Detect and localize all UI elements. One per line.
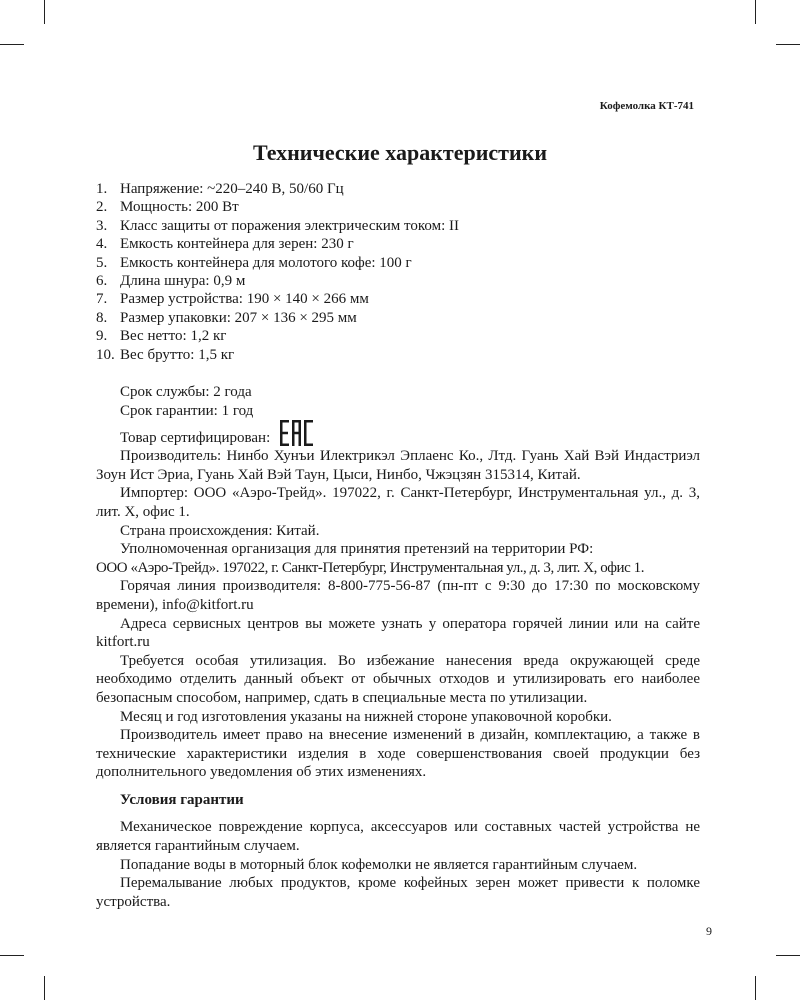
authorized-organization-address: ООО «Аэро-Трейд». 197022, г. Санкт-Петербург, Инструментальная ул., д. 3, лит. Х, офис 1. (96, 559, 644, 576)
spec-item (96, 346, 459, 364)
spec-number: 4. (96, 236, 108, 253)
spec-number: 8. (96, 309, 108, 326)
spec-number: 9. (96, 328, 108, 345)
eac-mark-icon (280, 420, 314, 446)
crop-mark (755, 976, 756, 1000)
page-title: Технические характеристики (252, 140, 548, 165)
product-info (96, 383, 700, 911)
crop-mark (0, 955, 24, 956)
country-of-origin: Страна происхождения: Китай. (120, 522, 320, 539)
spec-item (96, 235, 459, 253)
spec-item (96, 180, 459, 198)
running-header: Кофемолка КТ-741 (599, 100, 694, 112)
certification-row (96, 420, 700, 447)
crop-mark (776, 44, 800, 45)
manufacture-date-note: Месяц и год изготовления указаны на нижней стороне упаковочной коробки. (120, 708, 612, 725)
spec-number: 3. (96, 217, 108, 234)
spec-text: Вес нетто: 1,2 кг (120, 328, 227, 345)
spec-item (96, 272, 459, 290)
spec-item (96, 290, 459, 308)
authorized-organization: Уполномоченная организация для принятия претензий на территории РФ: (120, 541, 594, 558)
crop-mark (44, 976, 45, 1000)
spec-item (96, 217, 459, 235)
spec-number: 7. (96, 291, 108, 308)
importer: Импортер: ООО «Аэро-Трейд». 197022, г. Санкт-Петербург, Инструментальная ул., д. 3, лит. Х, офис 1. (96, 485, 700, 520)
crop-mark (44, 0, 45, 24)
spec-item (96, 309, 459, 327)
spec-text: Длина шнура: 0,9 м (120, 273, 246, 290)
crop-mark (776, 955, 800, 956)
spec-number: 1. (96, 181, 108, 197)
warranty-condition: Попадание воды в моторный блок кофемолки не является гарантийным случаем. (120, 856, 638, 873)
crop-mark (755, 0, 756, 24)
spec-text: Емкость контейнера для молотого кофе: 100 г (120, 254, 412, 271)
service-centers: Адреса сервисных центров вы можете узнать у оператора горячей линии или на сайте kitfort.ru (96, 615, 700, 651)
changes-notice: Производитель имеет право на внесение изменений в дизайн, комплектацию, а также в технические характеристики изделия в ходе совершенствования своей продукции без дополнительного уведомления об этих изменениях. (96, 727, 700, 781)
service-life: Срок службы: 2 года (120, 384, 252, 400)
spec-item (96, 327, 459, 345)
spec-list (96, 180, 459, 364)
warranty-condition: Механическое повреждение корпуса, аксессуаров или составных частей устройства не является гарантийным случаем. (96, 819, 700, 855)
spec-text: Размер устройства: 190 × 140 × 266 мм (120, 291, 369, 308)
crop-mark (0, 44, 24, 45)
certification-label: Товар сертифицирован: (120, 429, 271, 446)
disposal-notice: Требуется особая утилизация. Во избежание нанесения вреда окружающей среде необходимо отделить данный объект от обычных отходов и утилизировать его наиболее безопасным способом, например, сдать в специальные места по утилизации. (96, 652, 700, 706)
manufacturer: Производитель: Нинбо Хунъи Илектрикэл Эплаенс Ко., Лтд. Гуань Хай Вэй Индастриэл Зоун Ист Эриа, Гуань Хай Вэй Таун, Цыси, Нинбо, Чжэцзян 315314, Китай. (96, 448, 700, 483)
spec-text: Мощность: 200 Вт (120, 199, 239, 216)
spec-item (96, 254, 459, 272)
warranty-conditions-title: Условия гарантии (120, 791, 244, 808)
spec-number: 6. (96, 273, 108, 290)
spec-number: 5. (96, 254, 108, 271)
spec-text: Напряжение: ~220–240 В, 50/60 Гц (120, 181, 344, 197)
spec-number: 2. (96, 199, 108, 216)
spec-item (96, 198, 459, 216)
spec-text: Вес брутто: 1,5 кг (120, 346, 235, 363)
warranty-period: Срок гарантии: 1 год (120, 402, 254, 419)
spec-text: Класс защиты от поражения электрическим током: II (120, 217, 460, 234)
spec-text: Емкость контейнера для зерен: 230 г (120, 236, 354, 253)
hotline: Горячая линия производителя: 8-800-775-56-87 (пн-пт с 9:30 до 17:30 по московскому времени), info@kitfort.ru (96, 578, 700, 613)
spec-text: Размер упаковки: 207 × 136 × 295 мм (120, 309, 357, 326)
warranty-condition: Перемалывание любых продуктов, кроме кофейных зерен может привести к поломке устройства. (96, 875, 700, 910)
spec-number: 10. (96, 346, 115, 363)
page-number: 9 (706, 924, 712, 938)
